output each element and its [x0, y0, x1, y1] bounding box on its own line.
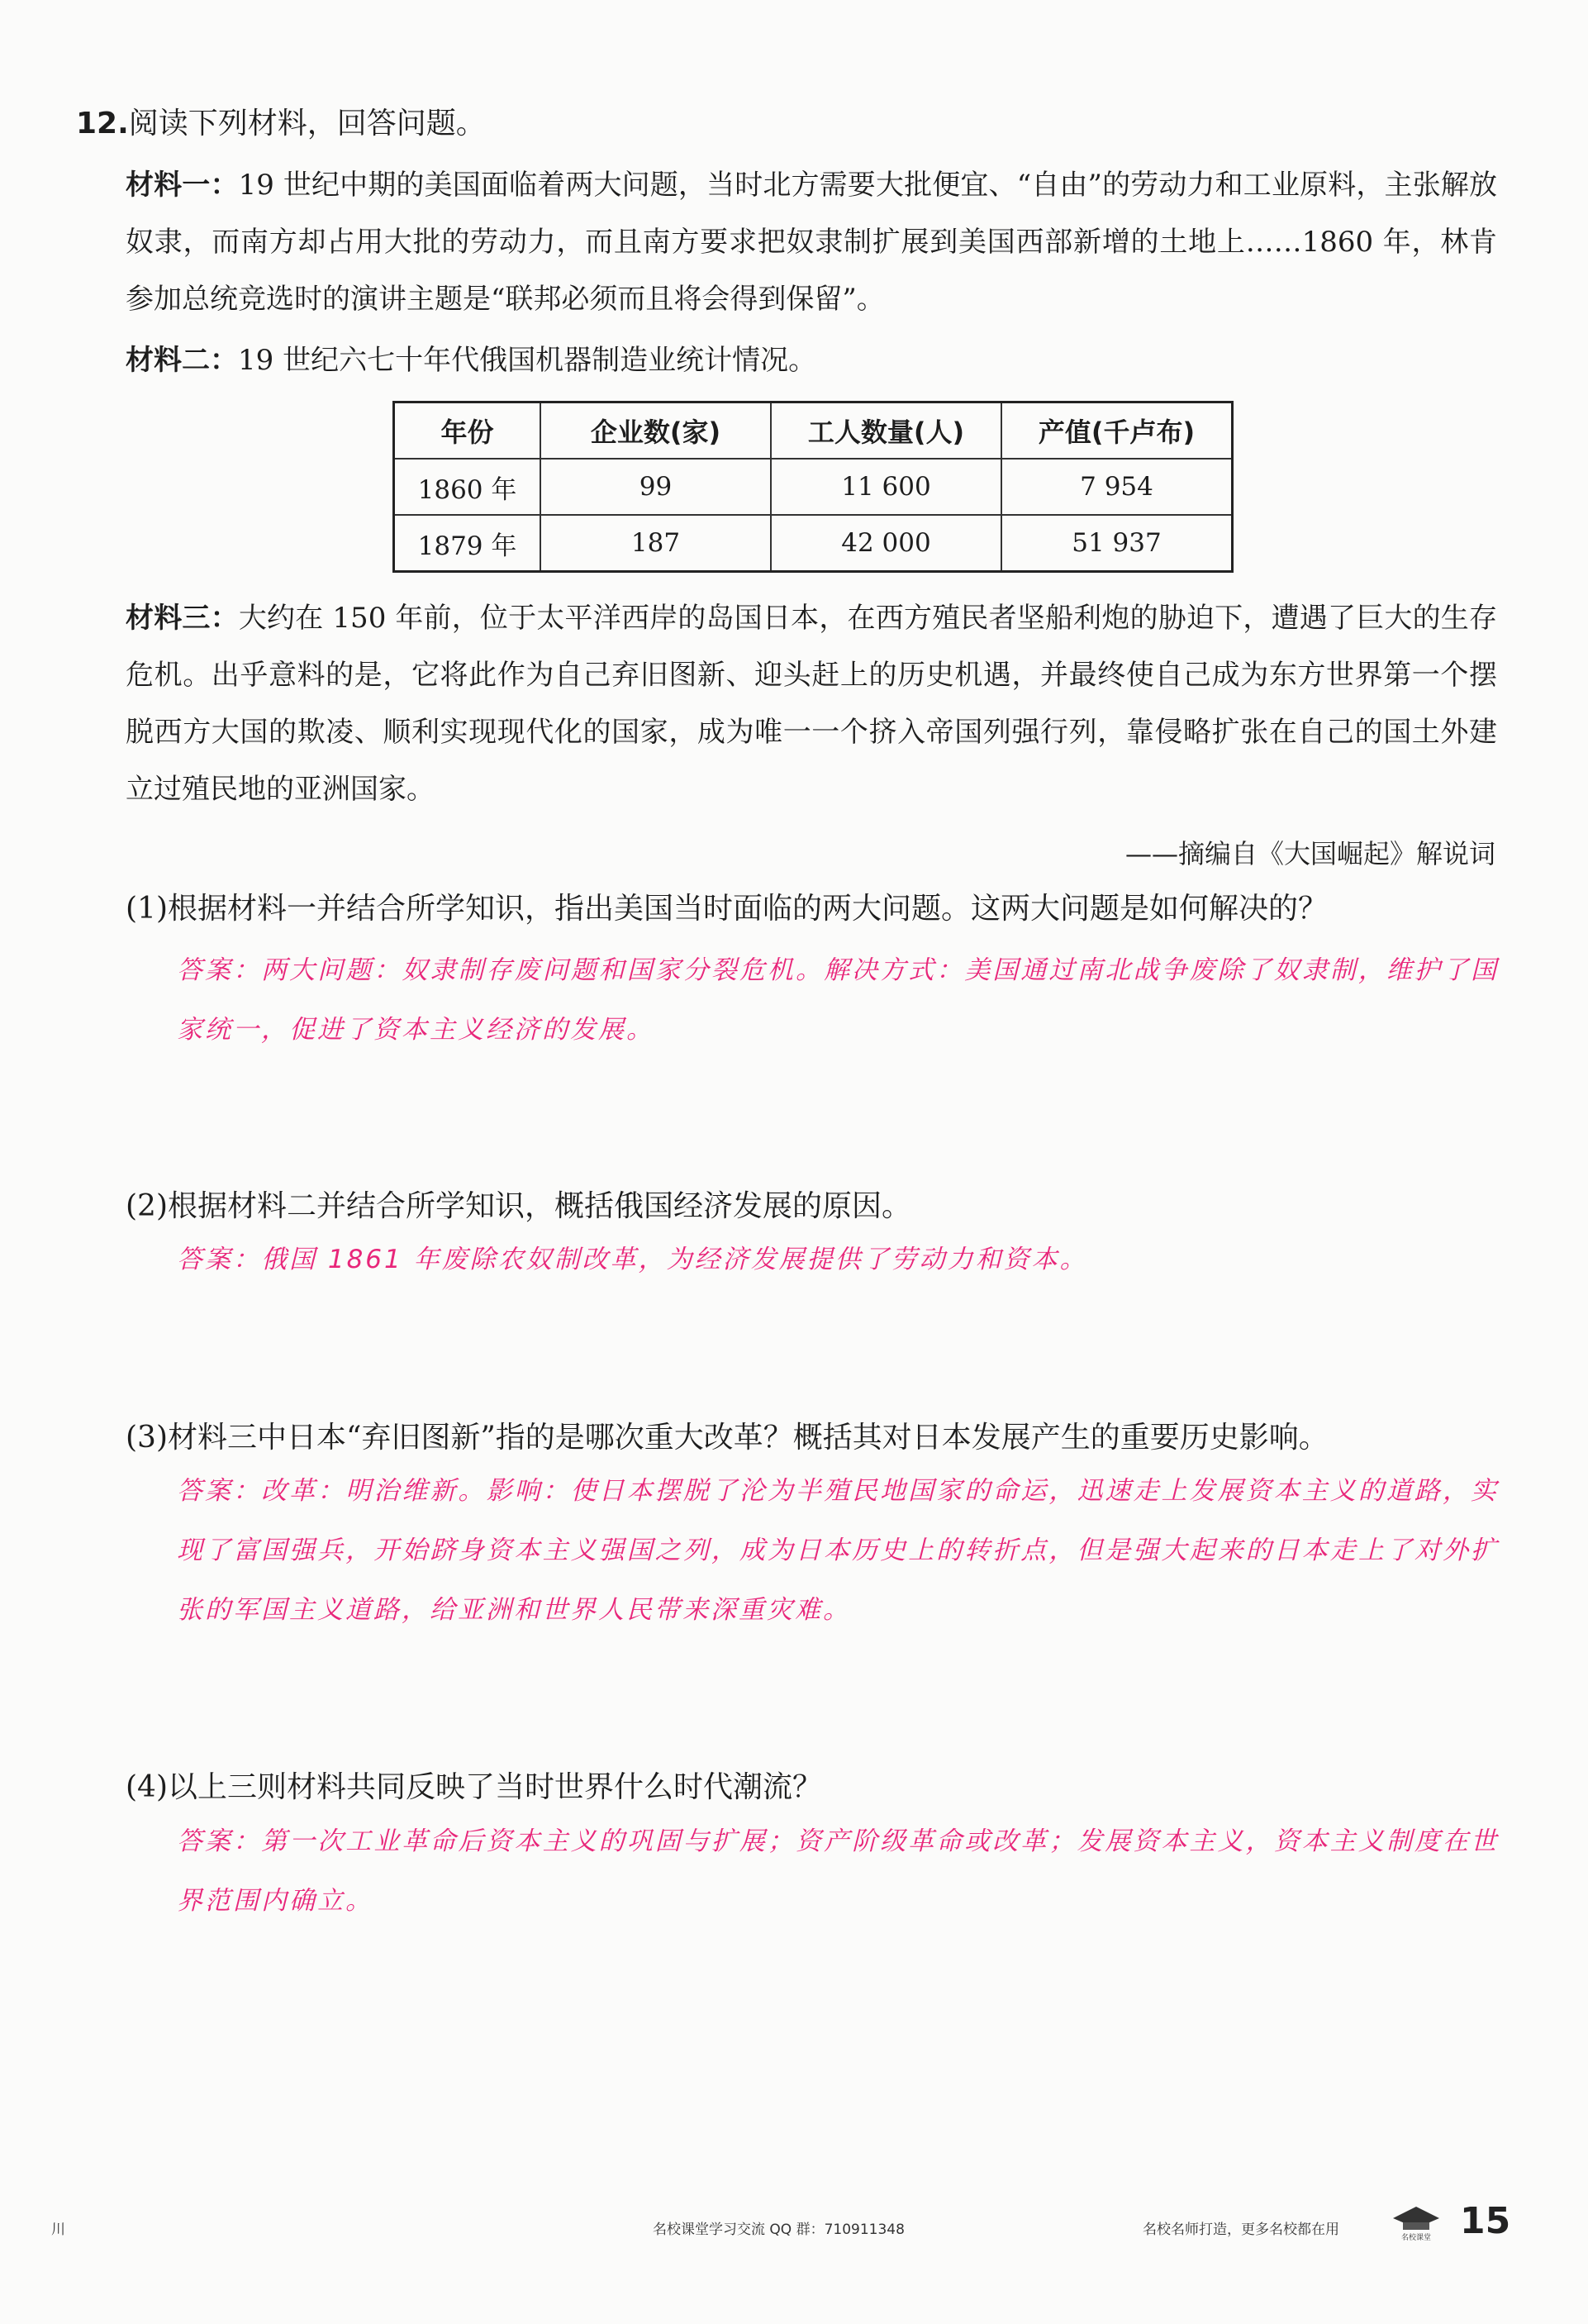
table-cell: 51 937 [1001, 515, 1233, 572]
subquestion-2: (2)根据材料二并结合所学知识，概括俄国经济发展的原因。 [126, 1189, 911, 1223]
table-cell: 1879 年 [394, 515, 541, 572]
table-header-row [394, 402, 1233, 460]
material-three-text: 大约在 150 年前，位于太平洋西岸的岛国日本，在西方殖民者坚船利炮的胁迫下，遭遇了巨大的生存危机。出乎意料的是，它将此作为自己弃旧图新、迎头赶上的历史机遇，并最终使自己成为东方世界第一个摆脱西方大国的欺凌、顺利实现现代化的国家，成为唯一一个挤入帝国列强行列，靠侵略扩张在自己的国土外建立过殖民地的亚洲国家。 [126, 602, 1497, 806]
material-one-label: 材料一： [126, 169, 239, 202]
material-three [126, 590, 1497, 818]
footer-left-mark: 川 [51, 2222, 65, 2238]
subquestion-4: (4)以上三则材料共同反映了当时世界什么时代潮流？ [126, 1770, 822, 1804]
footer-slogan: 名校名师打造，更多名校都在用 [1143, 2222, 1339, 2238]
table-header-cell: 年份 [394, 402, 541, 460]
table-cell: 1860 年 [394, 459, 541, 515]
publisher-logo-icon [1388, 2200, 1444, 2241]
question-number: 12. [76, 107, 129, 140]
page-number: 15 [1460, 2200, 1511, 2242]
answer-1: 答案：两大问题：奴隶制存废问题和国家分裂危机。解决方式：美国通过南北战争废除了奴隶制，维护了国家统一，促进了资本主义经济的发展。 [177, 955, 1499, 1045]
material-two-text: 19 世纪六七十年代俄国机器制造业统计情况。 [238, 344, 817, 377]
table-row [394, 515, 1233, 572]
material-two-label: 材料二： [126, 344, 238, 377]
material-one-text: 19 世纪中期的美国面临着两大问题，当时北方需要大批便宜、“自由”的劳动力和工业原料，主张解放奴隶，而南方却占用大批的劳动力，而且南方要求把奴隶制扩展到美国西部新增的土地上……1860 年，林肯参加总统竞选时的演讲主题是“联邦必须而且将会得到保留”。 [126, 169, 1498, 316]
table-cell: 7 954 [1001, 459, 1233, 515]
table-cell: 11 600 [771, 459, 1001, 515]
logo-text: 名校课堂 [1400, 2234, 1432, 2241]
subquestion-1: (1)根据材料一并结合所学知识，指出美国当时面临的两大问题。这两大问题是如何解决的？ [126, 892, 1328, 926]
table-row [394, 459, 1233, 515]
footer-qq-group: 名校课堂学习交流 QQ 群：710911348 [653, 2222, 905, 2238]
table-cell: 42 000 [771, 515, 1001, 572]
material-two [126, 332, 1497, 389]
answer-4: 答案：第一次工业革命后资本主义的巩固与扩展；资产阶级革命或改革；发展资本主义，资本主义制度在世界范围内确立。 [177, 1826, 1499, 1916]
question-prompt: 阅读下列材料，回答问题。 [128, 107, 486, 140]
table-header-cell: 工人数量(人) [771, 402, 1001, 460]
question-header [76, 101, 486, 147]
answer-3: 答案：改革：明治维新。影响：使日本摆脱了沦为半殖民地国家的命运，迅速走上发展资本主义的道路，实现了富国强兵，开始跻身资本主义强国之列，成为日本历史上的转折点，但是强大起来的日本走上了对外扩张的军国主义道路，给亚洲和世界人民带来深重灾难。 [177, 1476, 1499, 1625]
table-header-cell: 企业数(家) [540, 402, 771, 460]
material-three-label: 材料三： [126, 602, 239, 635]
russia-machinery-table [392, 401, 1234, 573]
material-one [126, 157, 1497, 328]
table-cell: 99 [540, 459, 771, 515]
material-three-source: ——摘编自《大国崛起》解说词 [1124, 838, 1495, 869]
table-cell: 187 [540, 515, 771, 572]
answer-2: 答案：俄国 1861 年废除农奴制改革，为经济发展提供了劳动力和资本。 [177, 1245, 1088, 1274]
subquestion-3: (3)材料三中日本“弃旧图新”指的是哪次重大改革？概括其对日本发展产生的重要历史影响。 [126, 1421, 1329, 1455]
table-header-cell: 产值(千卢布) [1001, 402, 1233, 460]
